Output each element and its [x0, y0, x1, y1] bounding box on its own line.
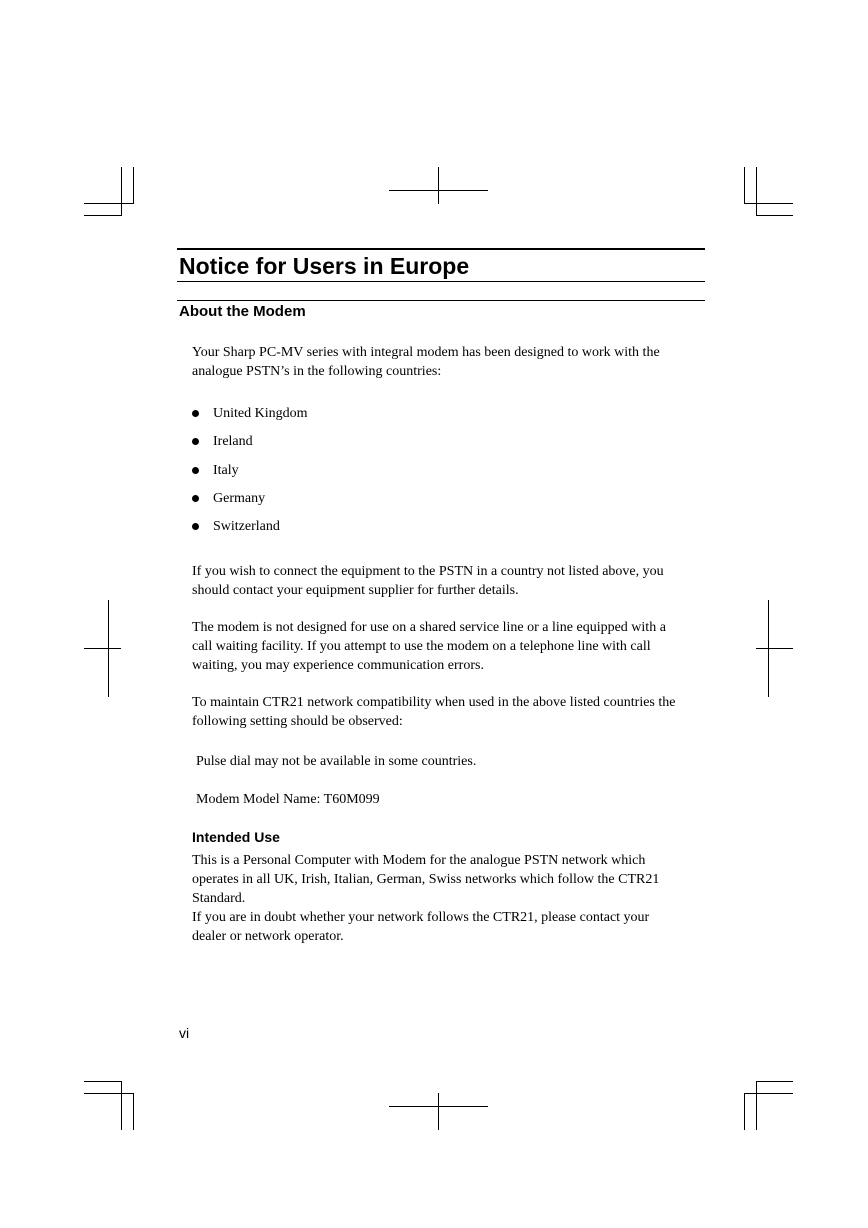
section-heading: About the Modem: [179, 303, 306, 320]
country-list: [192, 404, 308, 545]
crop-mark-bottom-left-h2: [84, 1093, 134, 1094]
pulse-dial-note: Pulse dial may not be available in some countries.: [196, 754, 477, 769]
intro-paragraph: Your Sharp PC-MV series with integral modem has been designed to work with the analogue PSTN’s in the following countries:: [192, 345, 660, 379]
crop-mark-middle-right-h: [756, 648, 793, 649]
page-number: vi: [179, 1025, 190, 1041]
intended-use-paragraph: This is a Personal Computer with Modem for the analogue PSTN network which operates in all UK, Irish, Italian, German, Swiss networks which follow the CTR21 Standard. If you are in doubt whether your network follows the CTR21, please contact your dealer or network operator.: [192, 853, 660, 944]
list-item: [192, 432, 308, 460]
country-name: United Kingdom: [213, 406, 308, 421]
crop-mark-top-left-v1: [121, 167, 122, 216]
section-top-rule: [177, 300, 705, 301]
crop-mark-bottom-right-v1: [744, 1093, 745, 1130]
country-name: Ireland: [213, 434, 253, 450]
bullet-icon: [192, 495, 199, 502]
crop-mark-bottom-center-v: [438, 1093, 439, 1130]
crop-mark-bottom-right-v2: [756, 1081, 757, 1130]
country-name: Germany: [213, 490, 266, 506]
ctr21-paragraph: To maintain CTR21 network compatibility when used in the above listed countries the following setting should be observed:: [192, 695, 676, 729]
list-item: [192, 489, 308, 517]
title-top-rule: [177, 248, 705, 250]
crop-mark-bottom-right-h2: [744, 1093, 793, 1094]
crop-mark-top-left-h1: [84, 203, 134, 204]
crop-mark-top-center-v: [438, 167, 439, 204]
crop-mark-top-left-h2: [84, 215, 122, 216]
crop-mark-bottom-left-v1: [121, 1081, 122, 1130]
crop-mark-bottom-left-v2: [133, 1093, 134, 1130]
crop-mark-bottom-right-h1: [756, 1081, 793, 1082]
crop-mark-top-right-v2: [756, 167, 757, 216]
intended-use-heading: Intended Use: [192, 829, 280, 845]
connect-paragraph: If you wish to connect the equipment to the PSTN in a country not listed above, you should contact your equipment supplier for further details.: [192, 564, 664, 598]
country-name: Italy: [213, 462, 239, 478]
shared-line-paragraph: The modem is not designed for use on a shared service line or a line equipped with a call waiting facility. If you attempt to use the modem on a telephone line with call waiting, you may experience communication errors.: [192, 620, 666, 673]
list-item: [192, 404, 308, 432]
list-item: [192, 517, 308, 545]
crop-mark-top-right-h2: [756, 215, 793, 216]
bullet-icon: [192, 410, 199, 417]
crop-mark-top-right-v1: [744, 167, 745, 204]
title-bottom-rule: [177, 281, 705, 282]
bullet-icon: [192, 523, 199, 530]
crop-mark-top-left-v2: [133, 167, 134, 204]
crop-mark-bottom-left-h1: [84, 1081, 122, 1082]
page-title: Notice for Users in Europe: [179, 253, 470, 279]
bullet-icon: [192, 467, 199, 474]
bullet-icon: [192, 438, 199, 445]
crop-mark-top-right-h1: [744, 203, 793, 204]
crop-mark-middle-left-h: [84, 648, 121, 649]
modem-model-name: Modem Model Name: T60M099: [196, 792, 380, 807]
list-item: [192, 461, 308, 489]
country-name: Switzerland: [213, 519, 280, 535]
